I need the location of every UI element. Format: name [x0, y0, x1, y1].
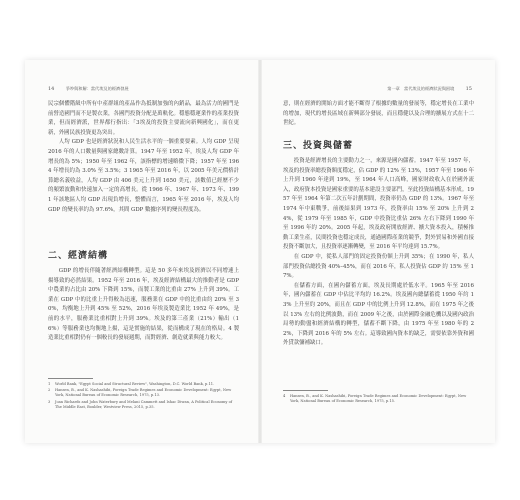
- footnote: [48, 400, 239, 410]
- left-running-title: 爭吵與和解：當代埃及的經濟發展: [65, 86, 129, 91]
- left-section-paragraph-1: GDP 的增長伴隨著經濟結構轉型。這是 50 多年來埃及經濟以不同增速上揚導致的必然結果。1952 年至 2016 年，埃及經濟結構最大的推動者是 GDP 中農業的占比由 20% 下降到 15%，而製工業的比重由 27% 上升到 39%。工業在 GDP 中的比重上升得較為迅速，服務業在 GDP 中的比重由約 20% 至 30%，均衡地上升到 45% 至 52%，2016 年埃及製造業比 1952 年 49%，是前的水平，服務業比重相對上升到 39%。埃及的第三產業（21%）輸出（16%）等服務業也均衡地上揚，這是實施的結果，從而構成了現在的格局。4 製造業比重相對仍有一個較長的發展週期，而對經濟、創造就業與能力較大。: [48, 268, 239, 342]
- footnote: [48, 388, 239, 398]
- left-page: [25, 60, 260, 443]
- footnote-number: 3: [48, 399, 51, 404]
- footnote-number: 4: [283, 394, 286, 398]
- left-intro-paragraph-1: 民宗個體階級中所有中產群組的產品作為抵制加強的內銷品，最為活力的國門是前營造國門而不是製衣業，各國門投資分配是萬軌化。穩態穩運業作的產業投資業，但而經濟派，世界都行指出：「3埃及的投資主要流向新興國化」，而在更新，外國民族投資更為突出。: [48, 101, 239, 136]
- right-running-title: 第一章 當代埃及的經濟狀況與困境: [387, 86, 455, 91]
- right-section-heading: 三、投資與儲蓄: [283, 141, 354, 151]
- footnote-text: World Bank, "Egypt Social and Structural Review", Washington, D.C. World Bank, p.11.: [55, 382, 215, 386]
- right-section-paragraph-3: 在儲蓄方面，在國內儲蓄方面，埃及長期處於低水平。1965 年至 2016 年，國內儲蓄在 GDP 中佔比平均約 16.2%。埃及國內總儲蓄從 1950 年約 13% 上升至約 20%，而且在 GDP 中的比例上升到 12.8%，而在 1975 年之後以 13% 左右的比例波動，而在 2009 年之後，由於國際金融危機以及國內政治局勢的動盪和經濟結構的轉型，儲蓄不斷下降，由 1975 年至 1980 年的 22%，下降到 2016 年的 5% 左右。這導致國內資本的缺乏，需要依靠外資和國外貸款彌補缺口。: [283, 282, 474, 347]
- left-footnote-rule: [48, 378, 93, 379]
- right-footnote-rule: [283, 390, 328, 391]
- right-top-text: [283, 100, 474, 129]
- left-footnotes: [48, 382, 239, 411]
- right-section-paragraph-1: 投資是經濟增長的主要動力之一，來源是國內儲蓄。1947 年至 1957 年，埃及的投資率總投資額度穩定，佔 GDP 的 12% 至 13%，1957 年至 1966 年上升到 1960 年達到 19%，至 1964 年人口高峰，國家財政收入在於國外流入，政府資本投資是國家重要的基本建設主要部門，至此投資結構基本形成。1957 年至 1964 年第二次五年計劃期間，投資率仍為 GDP 的 13%。1967 年至 1974 年中東戰爭，前後結果到 1973 年，投資率由 15% 至 20% 上升到 24%，從 1979 年至 1985 年，GDP 中投資比重佔 26% 左右下降到 1990 年至 1996 年約 20%。2005 年起，埃及政府開放經濟、擴大資本投入，積極推動工業生產，民間投資也穩定成長，通過國際產業的競爭，對外貿易和外國直接投資不斷加大，且投資率逐漸轉變，至 2016 年平均達到 15.7%。: [283, 158, 474, 251]
- book-spread: [25, 60, 495, 443]
- footnote-text: Joan Richards and John Waterbury and Melani Cammett and Ishac Diwan, A Political Economy of The Middle East, Boulder, Westview Press, 2015, p.35.: [55, 399, 233, 409]
- left-page-number: 14: [48, 86, 55, 92]
- left-section-heading: 二、經濟結構: [48, 251, 109, 261]
- right-running-head: [387, 86, 472, 92]
- right-page-number: 15: [465, 86, 472, 92]
- left-intro-text: [48, 100, 239, 215]
- right-section-paragraph-2: 在 GDP 中，從私人部門的固定投資份額上升到 35%；在 1990 年，私人部門投資佔總投資 40%–45%，而在 2016 年，私人投資佔 GDP 約 15% 至 17%。: [283, 253, 474, 280]
- left-section-text: [48, 267, 239, 344]
- footnote-number: 2: [48, 388, 51, 393]
- footnote: [283, 394, 474, 404]
- right-section-text: [283, 157, 474, 349]
- footnote-text: Hansen, B., and K. Nashashibi, Foreign Trade Regimes and Economic Development: Egypt, New York, National Bureau of Economic Research, 1975, p.13.: [55, 388, 232, 398]
- right-top-paragraph: 意，則在經濟的開始方面才能不斷得了根據約數量的發展等，穩定增長在工業中的增加，現代的增長區域在新興部分發展，而且穩健以及合理的擴展方式在十二世紀。: [283, 101, 474, 127]
- right-footnotes: [283, 394, 474, 405]
- footnote: [48, 382, 239, 387]
- footnote-text: Hansen, B., and K. Nashashibi, Foreign Trade Regimes and Economic Development: Egypt, New York, National Bureau of Economic Research, 1975, p.15.: [290, 394, 467, 404]
- left-intro-paragraph-2: 人均 GDP 也是經濟狀況和人民生活水平的一個重要要素。人均 GDP 呈現 2016 年的人口數量與國家總數計算。1947 年至 1952 年，埃及人均 GDP 年增長的為 5%；1950 年至 1962 年，該指標的增速略微下降；1957 年至 1964 年增長約為 3.0% 至 3.5%；3 1965 年至 2016 年，以 2005 年美元價格計算總名義收益，人均 GDP 由 406 美元上升到 1650 美元，該數值已經歷不少的頻繁波動和快速加入一定的高增長。從 1966 年、1967 年、1973 年、1991 年該地區人均 GDP 出現負增長，整體而言，1965 年至 2016 年，埃及人均 GDP 的變長率約為 97.6%，其間 GDP 數據序列的變長程度為。: [48, 139, 239, 213]
- footnote-number: 1: [48, 382, 51, 386]
- right-page: [260, 60, 495, 443]
- left-running-head: [48, 86, 129, 92]
